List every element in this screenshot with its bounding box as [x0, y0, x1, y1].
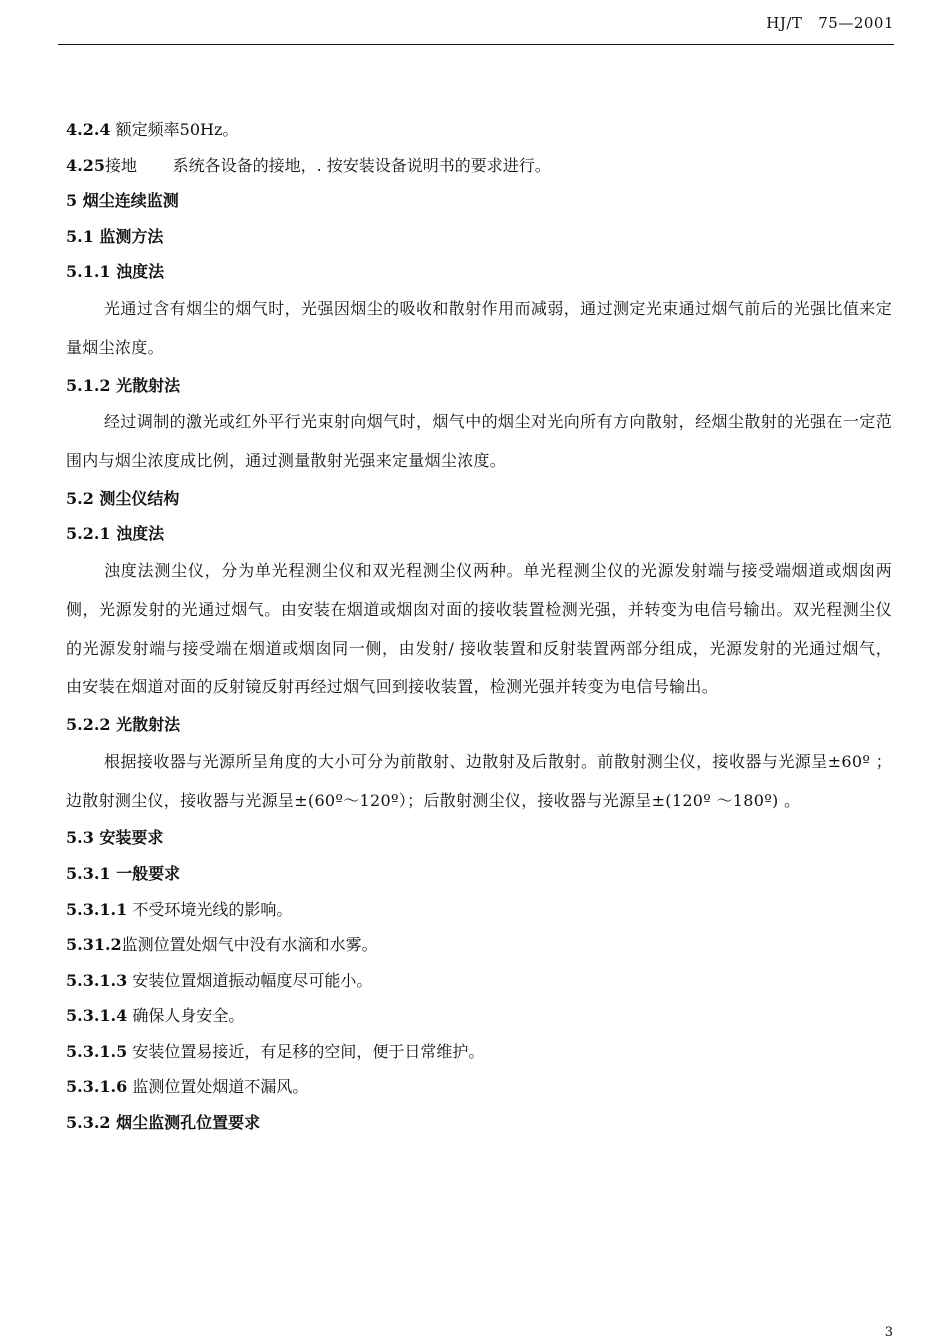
clause-text: 额定频率50Hz。	[110, 120, 239, 139]
standard-code: HJ/T 75—2001	[766, 14, 894, 32]
clause-text: 接地 系统各设备的接地，. 按安装设备说明书的要求进行。	[104, 155, 551, 175]
paragraph-opacity-structure: 浊度法测尘仪，分为单光程测尘仪和双光程测尘仪两种。单光程测尘仪的光源发射端与接受端烟道或烟囱两侧，光源发射的光通过烟气。由安装在烟道或烟囱对面的接收装置检测光强，并转变为电信号输出。双光程测尘仪的光源发射端与接受端在烟道或烟囱同一侧，由发射/ 接收装置和反射装置两部分组成，光源发射的光通过烟气，由安装在烟道对面的反射镜反射再经过烟气回到接收装置，检测光强并转变为电信号输出。	[66, 560, 892, 697]
clause-text: 监测位置处烟道不漏风。	[127, 1077, 309, 1097]
clause-4-2-4	[66, 112, 892, 148]
section-heading-5-2-2: 5.2.2 光散射法	[66, 715, 181, 735]
clause-text: 监测位置处烟气中没有水滴和水雾。	[121, 935, 378, 955]
paragraph-scatter-method: 经过调制的激光或红外平行光束射向烟气时，烟气中的烟尘对光向所有方向散射，经烟尘散射的光强在一定范围内与烟尘浓度成比例，通过测量散射光强来定量烟尘浓度。	[66, 412, 892, 470]
section-heading-5-2-1: 5.2.1 浊度法	[66, 524, 165, 544]
clause-number: 4.25	[66, 155, 105, 175]
clause-text: 不受环境光线的影响。	[127, 899, 293, 919]
clause-5-3-1-2	[66, 927, 892, 963]
document-body	[66, 112, 892, 1141]
clause-5-3-1-6	[66, 1069, 892, 1105]
section-heading-5-3-2: 5.3.2 烟尘监测孔位置要求	[66, 1113, 261, 1133]
paragraph-scatter-angles: 根据接收器与光源所呈角度的大小可分为前散射、边散射及后散射。前散射测尘仪，接收器与光源呈±60º ；边散射测尘仪，接收器与光源呈±(60º～120º）；后散射测尘仪，接收器与光源呈±(120º ～180º) 。	[66, 751, 892, 810]
clause-number: 5.3.1.1	[66, 899, 128, 919]
page-number: 3	[884, 1325, 893, 1340]
clause-5-3-1-1	[66, 892, 892, 928]
header-rule	[58, 44, 894, 45]
clause-text: 安装位置易接近，有足移的空间，便于日常维护。	[127, 1041, 485, 1061]
section-heading-5-1: 5.1 监测方法	[66, 226, 164, 246]
clause-number: 5.3.1.3	[66, 970, 128, 990]
clause-number: 5.3.1.4	[66, 1006, 128, 1026]
clause-5-3-1-4	[66, 998, 892, 1034]
clause-number: 5.31.2	[66, 935, 122, 955]
clause-number: 5.3.1.6	[66, 1077, 128, 1097]
clause-number: 4.2.4	[66, 120, 111, 139]
clause-number: 5.3.1.5	[66, 1041, 128, 1061]
clause-4-25	[66, 148, 892, 184]
section-heading-5-3: 5.3 安装要求	[66, 828, 164, 848]
clause-text: 安装位置烟道振动幅度尽可能小。	[127, 970, 373, 990]
section-heading-5: 5 烟尘连续监测	[66, 191, 179, 211]
section-heading-5-1-2: 5.1.2 光散射法	[66, 375, 181, 395]
section-heading-5-3-1: 5.3.1 一般要求	[66, 863, 181, 883]
paragraph-opacity-method: 光通过含有烟尘的烟气时，光强因烟尘的吸收和散射作用而减弱，通过测定光束通过烟气前后的光强比值来定量烟尘浓度。	[66, 298, 892, 357]
clause-5-3-1-5	[66, 1034, 892, 1070]
section-heading-5-2: 5.2 测尘仪结构	[66, 488, 180, 508]
section-heading-5-1-1: 5.1.1 浊度法	[66, 262, 165, 282]
clause-5-3-1-3	[66, 963, 892, 999]
clause-text: 确保人身安全。	[127, 1006, 245, 1026]
